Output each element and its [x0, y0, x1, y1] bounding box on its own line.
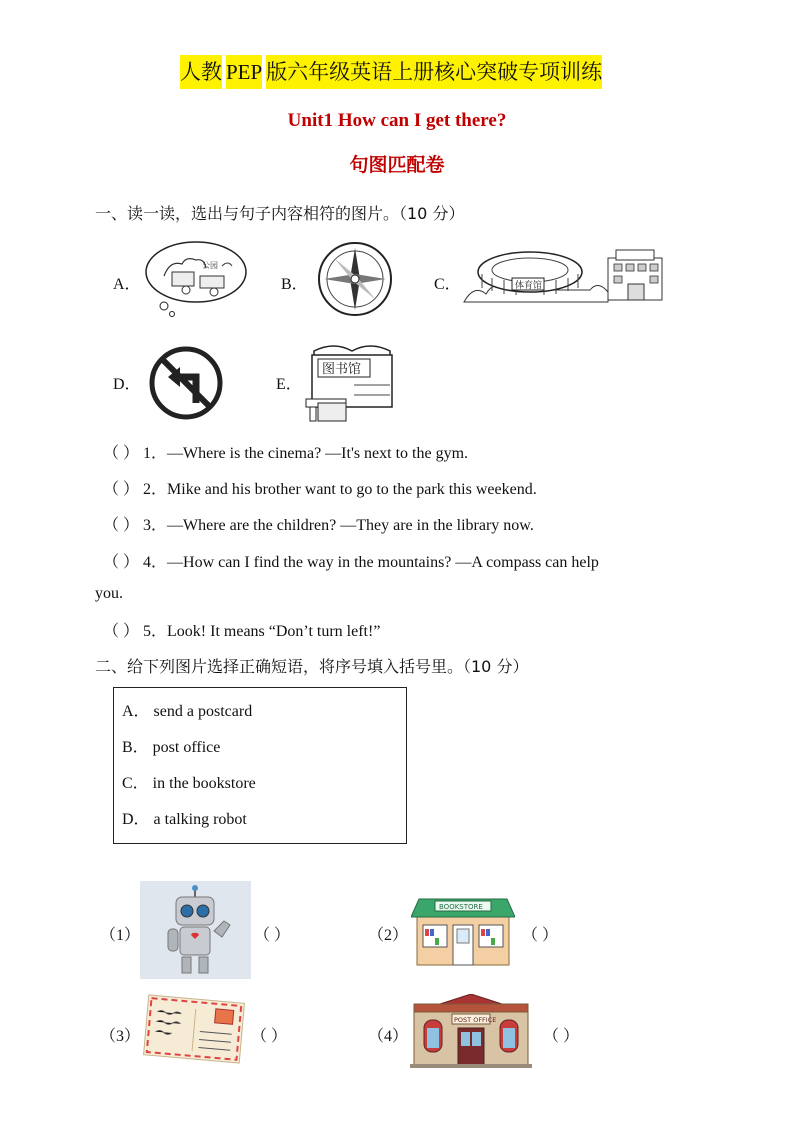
svg-text:公园: 公园: [202, 261, 218, 270]
question-5-text: 5．Look! It means “Don’t turn left!”: [143, 623, 381, 640]
answer-blank-2[interactable]: （ ）: [103, 481, 140, 498]
gym-sign-text: 体育馆: [515, 281, 543, 291]
phrase-b: B． post office: [122, 739, 221, 756]
question-4-continuation: you.: [95, 585, 123, 602]
question-4: [103, 549, 599, 572]
worksheet-subtitle: 句图匹配卷: [349, 154, 445, 176]
answer-blank-5[interactable]: （ ）: [103, 623, 140, 640]
gym-and-cinema-icon: [460, 244, 682, 308]
library-icon: [304, 337, 400, 423]
picture-4-answer[interactable]: （ ）: [543, 1028, 580, 1045]
postcard-icon: [140, 993, 248, 1065]
question-5: [103, 618, 380, 641]
title-part-1: 人教: [180, 55, 222, 89]
answer-blank-3[interactable]: （ ）: [103, 517, 140, 534]
picture-2-number: （2）: [368, 927, 409, 944]
section1-heading: 一、读一读，选出与句子内容相符的图片。（10 分）: [95, 204, 465, 223]
question-3: [103, 512, 534, 535]
picture-4-number: （4）: [368, 1028, 409, 1045]
answer-blank-1[interactable]: （ ）: [103, 445, 140, 462]
option-d-label: D．: [113, 376, 141, 393]
phrase-a: A． send a postcard: [122, 703, 253, 720]
post-office-sign-text: POST OFFICE: [454, 1016, 497, 1024]
post-office-icon: [410, 994, 532, 1068]
picture-2-answer[interactable]: （ ）: [522, 927, 559, 944]
compass-icon: [316, 240, 394, 318]
question-3-text: 3．—Where are the children? —They are in the library now.: [143, 517, 534, 534]
option-a-label: A．: [113, 276, 141, 293]
picture-1-number: （1）: [100, 927, 141, 944]
robot-icon: [140, 881, 251, 979]
library-sign-text: 图书馆: [322, 362, 362, 377]
question-1-text: 1．—Where is the cinema? —It's next to the gym.: [143, 445, 469, 462]
option-e-label: E．: [276, 376, 302, 393]
picture-1-answer[interactable]: （ ）: [254, 927, 291, 944]
question-1: [103, 440, 468, 463]
phrase-box: [113, 687, 407, 844]
phrase-d: D． a talking robot: [122, 811, 247, 828]
question-2-text: 2．Mike and his brother want to go to the park this weekend.: [143, 481, 537, 498]
bookstore-sign-text: BOOKSTORE: [439, 903, 483, 911]
bookstore-icon: [411, 891, 515, 967]
page-title: [180, 55, 602, 89]
answer-blank-4[interactable]: （ ）: [103, 554, 140, 571]
title-part-3: 版六年级英语上册核心突破专项训练: [266, 55, 602, 89]
title-part-2: PEP: [226, 55, 262, 89]
picture-3-answer[interactable]: （ ）: [251, 1028, 288, 1045]
section2-heading: 二、给下列图片选择正确短语，将序号填入括号里。（10 分）: [95, 657, 529, 676]
option-c-label: C．: [434, 276, 461, 293]
picture-3-number: （3）: [100, 1028, 141, 1045]
unit-title: Unit1 How can I get there?: [287, 110, 507, 131]
question-4-text: 4．—How can I find the way in the mountains? —A compass can help: [143, 554, 599, 571]
no-left-turn-icon: [148, 345, 224, 421]
question-2: [103, 476, 537, 499]
thought-bubble-park-icon: [142, 238, 254, 320]
phrase-c: C． in the bookstore: [122, 775, 256, 792]
option-b-label: B．: [281, 276, 308, 293]
